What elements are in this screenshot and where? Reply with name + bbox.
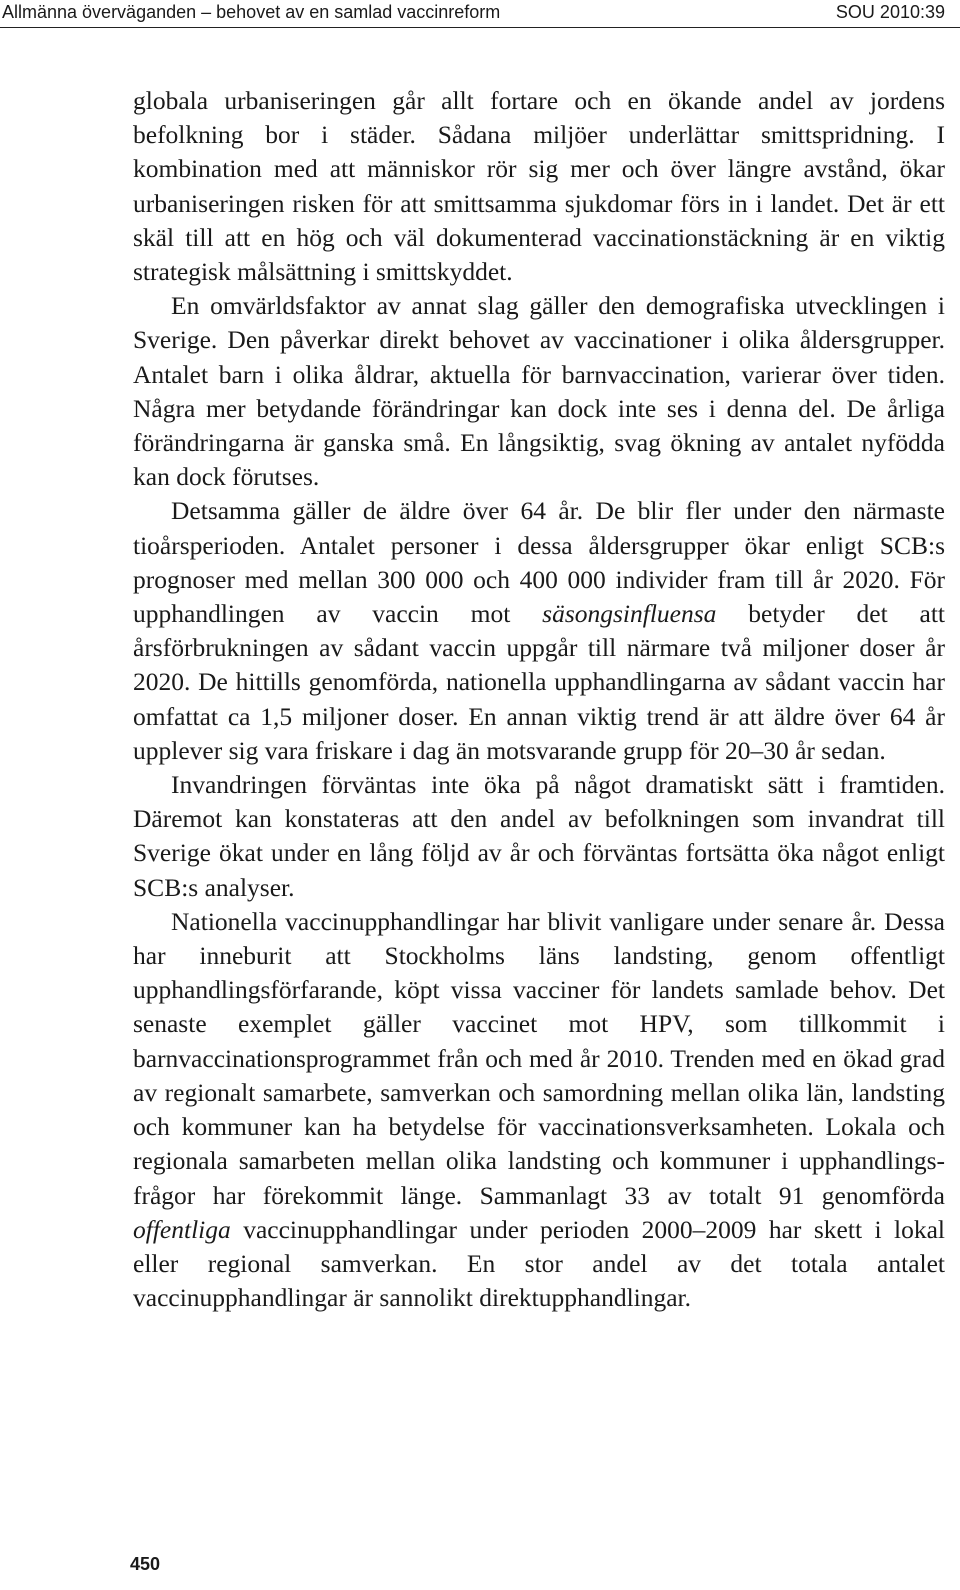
emphasis-text: offentliga (133, 1214, 231, 1244)
paragraph-text: Detsamma gäller de äldre över 64 år. De blir fler under den närmaste tioårsperioden. Antalet personer i dessa åldersgrupper ökar enligt SCB:s prognoser med mellan 300 000 och 400 000 individer fram till år 2020. För upphandlingen av vaccin mot (133, 496, 945, 629)
paragraph (133, 84, 945, 289)
paragraph-text: globala urbaniseringen går allt fortare och en ökande andel av jordens befolkning bor i städer. Sådana miljöer underlättar smittspridning. I kombination med att människor rör sig mer och över längre avstånd, ökar urbaniseringen risken för att smittsamma sjukdomar förs in i landet. Det är ett skäl till att en hög och väl dokumenterad vaccinationstäckning är en viktig strategisk målsättning i smittskyddet. (133, 86, 945, 287)
report-id: SOU 2010:39 (835, 2, 945, 22)
paragraph-text: Invandringen förväntas inte öka på något dramatiskt sätt i framtiden. Däremot kan konstateras att den andel av befolkningen som invandrat till Sverige ökat under en lång följd av år och förväntas fortsätta öka något enligt SCB:s analyser. (133, 770, 945, 902)
paragraph (133, 768, 945, 905)
paragraph-text: betyder det att årsförbrukningen av sådant vaccin uppgår till närmare två miljoner doser år 2020. De hittills genomförda, nationella upphandlingarna av sådant vaccin har omfattat ca 1,5 miljoner doser. En annan viktig trend är att äldre över 64 år upplever sig vara friskare i dag än motsvarande grupp för 20–30 år sedan. (133, 599, 945, 765)
page-number: 450 (130, 1554, 161, 1574)
emphasis-text: säsongsinfluensa (542, 599, 717, 629)
chapter-title: Allmänna överväganden – behovet av en samlad vaccinreform (2, 2, 501, 22)
paragraph-text: vaccinupphandlingar under perioden 2000–2009 har skett i lokal eller regional samverkan. En stor andel av det totala antalet vaccinupphandlingar är sannolikt direktupphandlingar. (133, 1214, 945, 1313)
paragraph (133, 494, 945, 768)
paragraph-text: Nationella vaccinupphandlingar har blivit vanligare under senare år. Dessa har inneburit att Stockholms läns landsting, genom offentligt upphandlingsförfarande, köpt vissa vacciner för landets samlade behov. Det senaste exemplet gäller vaccinet mot HPV, som tillkommit i barnvaccinationsprogrammet från och med år 2010. Trenden med en ökad grad av regionalt samarbete, samverkan och samordning mellan olika län, landsting och kommuner kan ha betydelse för vaccinationsverksamheten. Lokala och regionala samarbeten mellan olika landsting och kommuner i upphandlingsfrågor har förekommit länge. Sammanlagt 33 av totalt 91 genomförda (133, 906, 945, 1210)
running-header (0, 0, 960, 28)
paragraph (133, 905, 945, 1315)
paragraph (133, 289, 945, 494)
paragraph-text: En omvärldsfaktor av annat slag gäller den demografiska utvecklingen i Sverige. Den påverkar direkt behovet av vaccinationer i olika åldersgrupper. Antalet barn i olika åldrar, aktuella för barnvaccination, varierar över tiden. Några mer betydande förändringar kan dock inte ses i denna del. De årliga förändringarna är ganska små. En långsiktig, svag ökning av antalet nyfödda kan dock förutses. (133, 291, 945, 492)
body-text (133, 84, 945, 1315)
